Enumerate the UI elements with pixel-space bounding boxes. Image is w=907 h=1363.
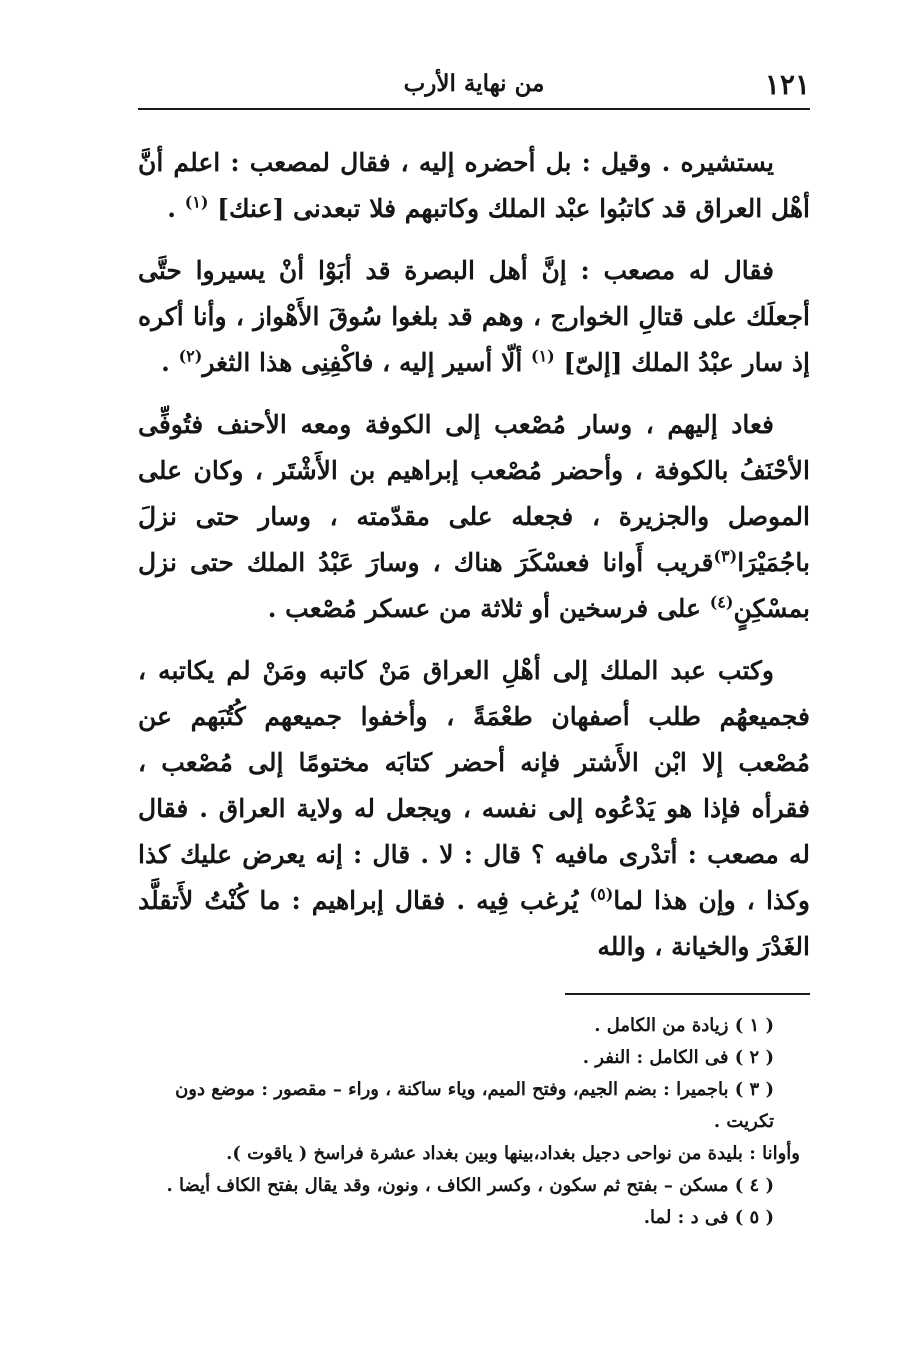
footnote-marker: (١) bbox=[184, 192, 209, 212]
body-text bbox=[138, 140, 810, 986]
footnote: ( ٥ ) فى د : لما. bbox=[643, 1207, 774, 1228]
paragraph: يستشيره . وقيل : بل أحضره إليه ، فقال لمصعب : اعلم أنَّ أهْل العراق قد كاتبُوا عبْد الملك وكاتبهم فلا تبعدنى [عنك] $^{(١)}$ . bbox=[138, 148, 810, 223]
paragraph: فعاد إليهم ، وسار مُصْعب إلى الكوفة ومعه الأحنف فتُوفِّى الأحْنَفُ بالكوفة ، وأحضر مُصْعب إبراهيم بن الأَشْتَر ، وكان على الموصل والجزيرة ، فجعله على مقدّمته ، وسار حتى نزلَ باجُمَيْرَا$^{(٣)}$قريب أَوانا فعسْكَرَ هناك ، وسارَ عَبْدُ الملك حتى نزل بمسْكِنٍ$^{(٤)}$ على فرسخين أو ثلاثة من عسكر مُصْعب . bbox=[138, 410, 810, 623]
footnote-marker: (٤) bbox=[709, 592, 734, 612]
footnote-marker: (٣) bbox=[713, 546, 738, 566]
footnote-marker: (٢) bbox=[178, 346, 203, 366]
footnote-marker: (١) bbox=[531, 346, 555, 366]
footnote: وأوانا : بليدة من نواحى دجيل بغداد،بينها وبين بغداد عشرة فراسخ ( ياقوت ). bbox=[226, 1143, 800, 1164]
footnote-marker: (٥) bbox=[589, 884, 614, 904]
footnote: ( ١ ) زيادة من الكامل . bbox=[594, 1015, 774, 1036]
footnote-rule bbox=[565, 993, 810, 995]
paragraph: فقال له مصعب : إنَّ أهل البصرة قد أبَوْا أنْ يسيروا حتَّى أجعلَك على قتالِ الخوارج ، وهم قد بلغوا سُوقَ الأَهْواز ، وأنا أكره إذ سار عبْدُ الملك [إلىّ] $^{(١)}$ ألّا أسير إليه ، فاكْفِنِى هذا الثغر$^{(٢)}$ . bbox=[138, 256, 810, 377]
footnote: ( ٢ ) فى الكامل : النفر . bbox=[582, 1047, 774, 1068]
paragraph: وكتب عبد الملك إلى أهْلِ العراق مَنْ كاتبه ومَنْ لم يكاتبه ، فجميعهُم طلب أصفهان طعْمَةً ، وأخفوا جميعهم كُتُبَهم عن مُصْعب إلا ابْن الأَشتر فإنه أحضر كتابَه مختومًا إلى مُصْعب ، فقرأه فإذا هو يَدْعُوه إلى نفسه ، ويجعل له ولاية العراق . فقال له مصعب : أتدْرى مافيه ؟ قال : لا . قال : إنه يعرض عليك كذا وكذا ، وإن هذا لما$^{(٥)}$ يُرغب فِيه . فقال إبراهيم : ما كُنْتُ لأَتقلَّد الغَدْرَ والخيانة ، والله bbox=[138, 656, 810, 961]
page-number: ١٢١ bbox=[764, 68, 810, 101]
page-header bbox=[138, 62, 810, 106]
footnote: ( ٣ ) باجميرا : بضم الجيم، وفتح الميم، وياء ساكنة ، وراء – مقصور : موضع دون تكريت . bbox=[175, 1079, 774, 1132]
footnote: ( ٤ ) مسكن – بفتح ثم سكون ، وكسر الكاف ، ونون، وقد يقال بفتح الكاف أيضا . bbox=[166, 1175, 774, 1196]
footnotes bbox=[138, 1010, 810, 1234]
running-title: من نهاية الأرب bbox=[403, 70, 545, 97]
header-rule bbox=[138, 108, 810, 110]
